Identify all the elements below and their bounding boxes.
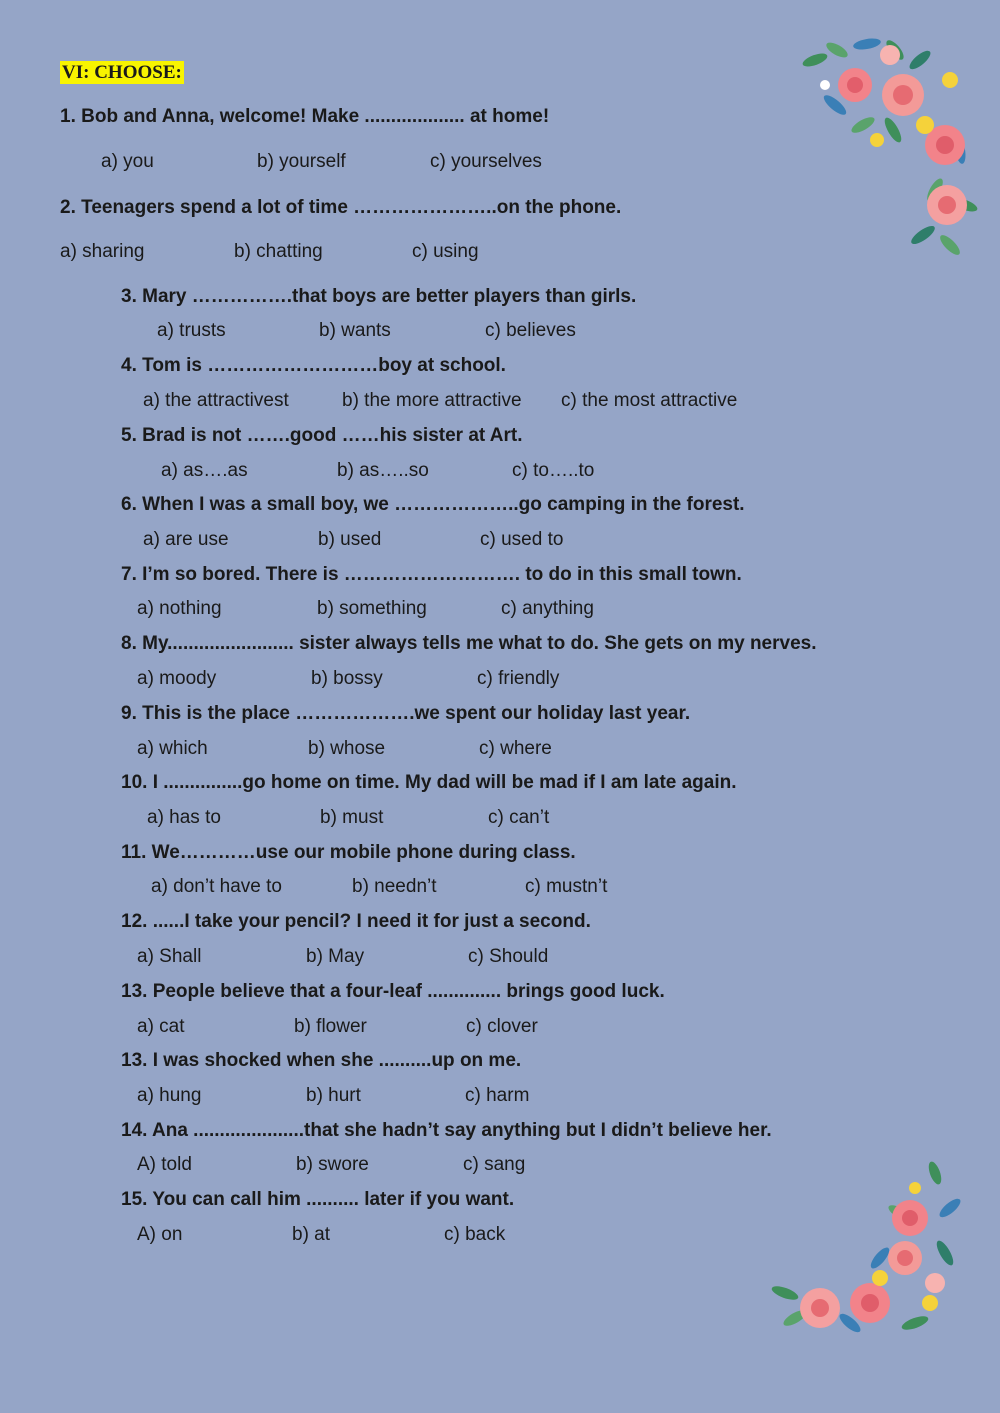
- option-10b[interactable]: b) must: [320, 807, 384, 828]
- option-9c[interactable]: c) where: [479, 738, 552, 759]
- option-3b[interactable]: b) wants: [319, 320, 391, 341]
- option-2b[interactable]: b) chatting: [234, 241, 323, 262]
- floral-decoration-bottom: [765, 1158, 970, 1343]
- option-14b[interactable]: b) swore: [296, 1154, 369, 1175]
- option-1c[interactable]: c) yourselves: [430, 151, 542, 172]
- option-13b-a[interactable]: a) hung: [137, 1085, 202, 1106]
- flower-icon: [838, 45, 967, 225]
- option-9b[interactable]: b) whose: [308, 738, 386, 759]
- option-13c[interactable]: c) clover: [466, 1016, 538, 1037]
- option-7b[interactable]: b) something: [317, 598, 427, 619]
- option-8c[interactable]: c) friendly: [477, 668, 560, 689]
- option-12b[interactable]: b) May: [306, 946, 365, 967]
- option-6a[interactable]: a) are use: [143, 529, 229, 550]
- option-11b[interactable]: b) needn’t: [352, 876, 437, 897]
- option-1b[interactable]: b) yourself: [257, 151, 346, 172]
- question-1: 1. Bob and Anna, welcome! Make ................... at home!: [60, 106, 550, 127]
- option-3c[interactable]: c) believes: [485, 320, 576, 341]
- question-7: 7. I’m so bored. There is ………………………. to do in this small town.: [121, 564, 742, 585]
- option-11a[interactable]: a) don’t have to: [151, 876, 282, 897]
- question-13: 13. People believe that a four-leaf .............. brings good luck.: [121, 981, 665, 1002]
- option-2c[interactable]: c) using: [412, 241, 479, 262]
- option-13b-c[interactable]: c) harm: [465, 1085, 530, 1106]
- option-6c[interactable]: c) used to: [480, 529, 564, 550]
- question-6: 6. When I was a small boy, we ………………..go camping in the forest.: [121, 494, 745, 515]
- option-12a[interactable]: a) Shall: [137, 946, 202, 967]
- option-15a[interactable]: A) on: [137, 1224, 183, 1245]
- question-3: 3. Mary …………….that boys are better players than girls.: [121, 286, 637, 307]
- option-15c[interactable]: c) back: [444, 1224, 506, 1245]
- option-3a[interactable]: a) trusts: [157, 320, 226, 341]
- option-2a[interactable]: a) sharing: [60, 241, 145, 262]
- option-11c[interactable]: c) mustn’t: [525, 876, 608, 897]
- option-13a[interactable]: a) cat: [137, 1016, 185, 1037]
- option-13b[interactable]: b) flower: [294, 1016, 367, 1037]
- question-14: 14. Ana .....................that she hadn’t say anything but I didn’t believe her.: [121, 1120, 772, 1141]
- option-10c[interactable]: c) can’t: [488, 807, 550, 828]
- question-8: 8. My........................ sister always tells me what to do. She gets on my nerves.: [121, 633, 817, 654]
- option-5a[interactable]: a) as….as: [161, 460, 248, 481]
- option-9a[interactable]: a) which: [137, 738, 208, 759]
- question-4: 4. Tom is ………………………boy at school.: [121, 355, 506, 376]
- option-7a[interactable]: a) nothing: [137, 598, 222, 619]
- option-4a[interactable]: a) the attractivest: [143, 390, 289, 411]
- option-12c[interactable]: c) Should: [468, 946, 549, 967]
- worksheet-title: VI: CHOOSE:: [62, 62, 182, 83]
- question-2: 2. Teenagers spend a lot of time …………………..on the phone.: [60, 197, 622, 218]
- option-1a[interactable]: a) you: [101, 151, 154, 172]
- option-4b[interactable]: b) the more attractive: [342, 390, 522, 411]
- option-8b[interactable]: b) bossy: [311, 668, 383, 689]
- option-7c[interactable]: c) anything: [501, 598, 594, 619]
- question-5: 5. Brad is not …….good ……his sister at Art.: [121, 425, 523, 446]
- question-15: 15. You can call him .......... later if you want.: [121, 1189, 515, 1210]
- option-14a[interactable]: A) told: [137, 1154, 192, 1175]
- option-6b[interactable]: b) used: [318, 529, 382, 550]
- option-13b-b[interactable]: b) hurt: [306, 1085, 361, 1106]
- question-12: 12. ......I take your pencil? I need it for just a second.: [121, 911, 591, 932]
- option-8a[interactable]: a) moody: [137, 668, 217, 689]
- option-5b[interactable]: b) as…..so: [337, 460, 429, 481]
- question-9: 9. This is the place ……………….we spent our holiday last year.: [121, 703, 691, 724]
- question-11: 11. We…………use our mobile phone during class.: [121, 842, 576, 863]
- option-10a[interactable]: a) has to: [147, 807, 221, 828]
- option-15b[interactable]: b) at: [292, 1224, 331, 1245]
- question-13b: 13. I was shocked when she ..........up on me.: [121, 1050, 522, 1071]
- option-14c[interactable]: c) sang: [463, 1154, 526, 1175]
- question-10: 10. I ...............go home on time. My dad will be mad if I am late again.: [121, 772, 737, 793]
- option-4c[interactable]: c) the most attractive: [561, 390, 738, 411]
- option-5c[interactable]: c) to…..to: [512, 460, 595, 481]
- floral-decoration-top: [795, 30, 985, 265]
